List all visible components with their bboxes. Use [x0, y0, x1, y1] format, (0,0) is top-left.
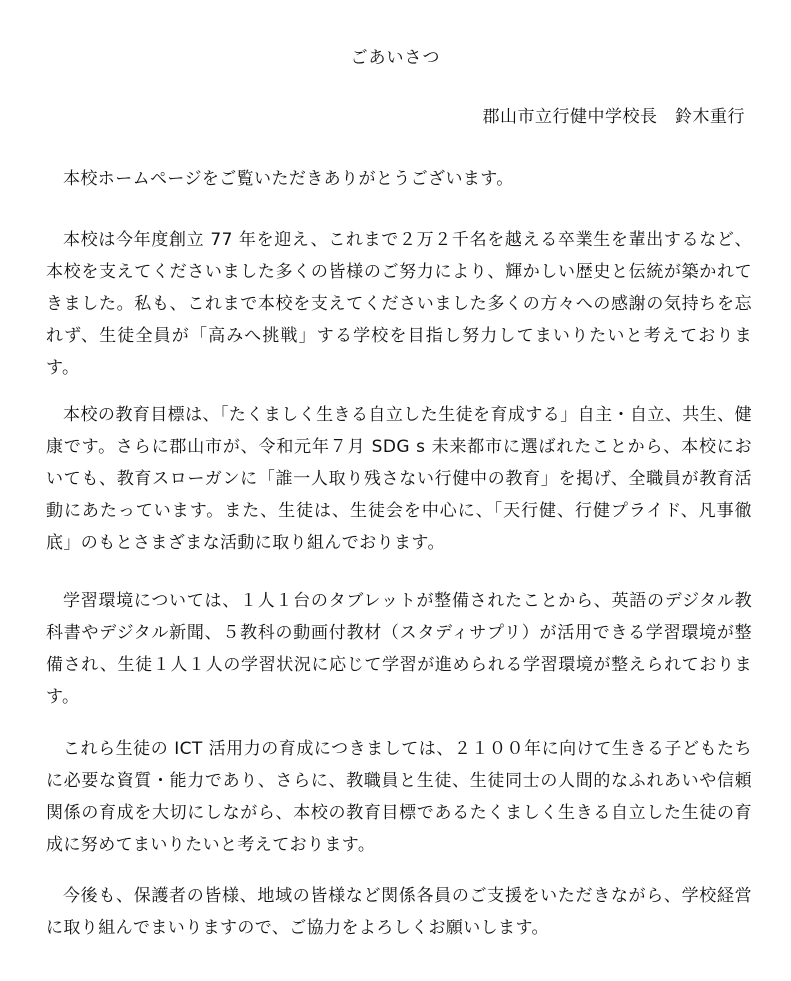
paragraph-ict: これら生徒の ICT 活用力の育成につきましては、２１００年に向けて生きる子どもたちに必要な資質・能力であり、さらに、教職員と生徒、生徒同士の人間的なふれあいや信頼関係の育成を大切にしながら、本校の教育目標であるたくましく生きる自立した生徒の育成に努めてまいりたいと考えております。 — [46, 739, 752, 855]
paragraph-learning-environment: 学習環境については、１人１台のタブレットが整備されたことから、英語のデジタル教科書やデジタル新聞、５教科の動画付教材（スタディサプリ）が活用できる学習環境が整備され、生徒１人１人の学習状況に応じて学習が進められる学習環境が整えられております。 — [46, 591, 752, 707]
document-title: ごあいさつ — [350, 48, 441, 68]
paragraph-history: 本校は今年度創立 77 年を迎え、これまで２万２千名を越える卒業生を輩出するなど、本校を支えてくださいました多くの皆様のご努力により、輝かしい歴史と伝統が築かれてきました。私も、これまで本校を支えてくださいました多くの方々への感謝の気持ちを忘れず、生徒全員が「高みへ挑戦」する学校を目指し努力してまいりたいと考えております。 — [46, 230, 752, 378]
paragraph-closing: 今後も、保護者の皆様、地域の皆様など関係各員のご支援をいただきながら、学校経営に取り組んでまいりますので、ご協力をよろしくお願いします。 — [46, 886, 752, 938]
principal-signature: 郡山市立行健中学校長 鈴木重行 — [482, 107, 745, 127]
paragraph-education-goals: 本校の教育目標は、「たくましく生きる自立した生徒を育成する」自主・自立、共生、健康です。さらに郡山市が、令和元年７月 SDG s 未来都市に選ばれたことから、本校においても、教育スローガンに「誰一人取り残さない行健中の教育」を掲げ、全職員が教育活動にあたっています。また、生徒は、生徒会を中心に、「天行健、行健プライド、凡事徹底」のもとさまざまな活動に取り組んでおります。 — [46, 405, 752, 553]
paragraph-welcome: 本校ホームページをご覧いただきありがとうございます。 — [63, 169, 514, 189]
